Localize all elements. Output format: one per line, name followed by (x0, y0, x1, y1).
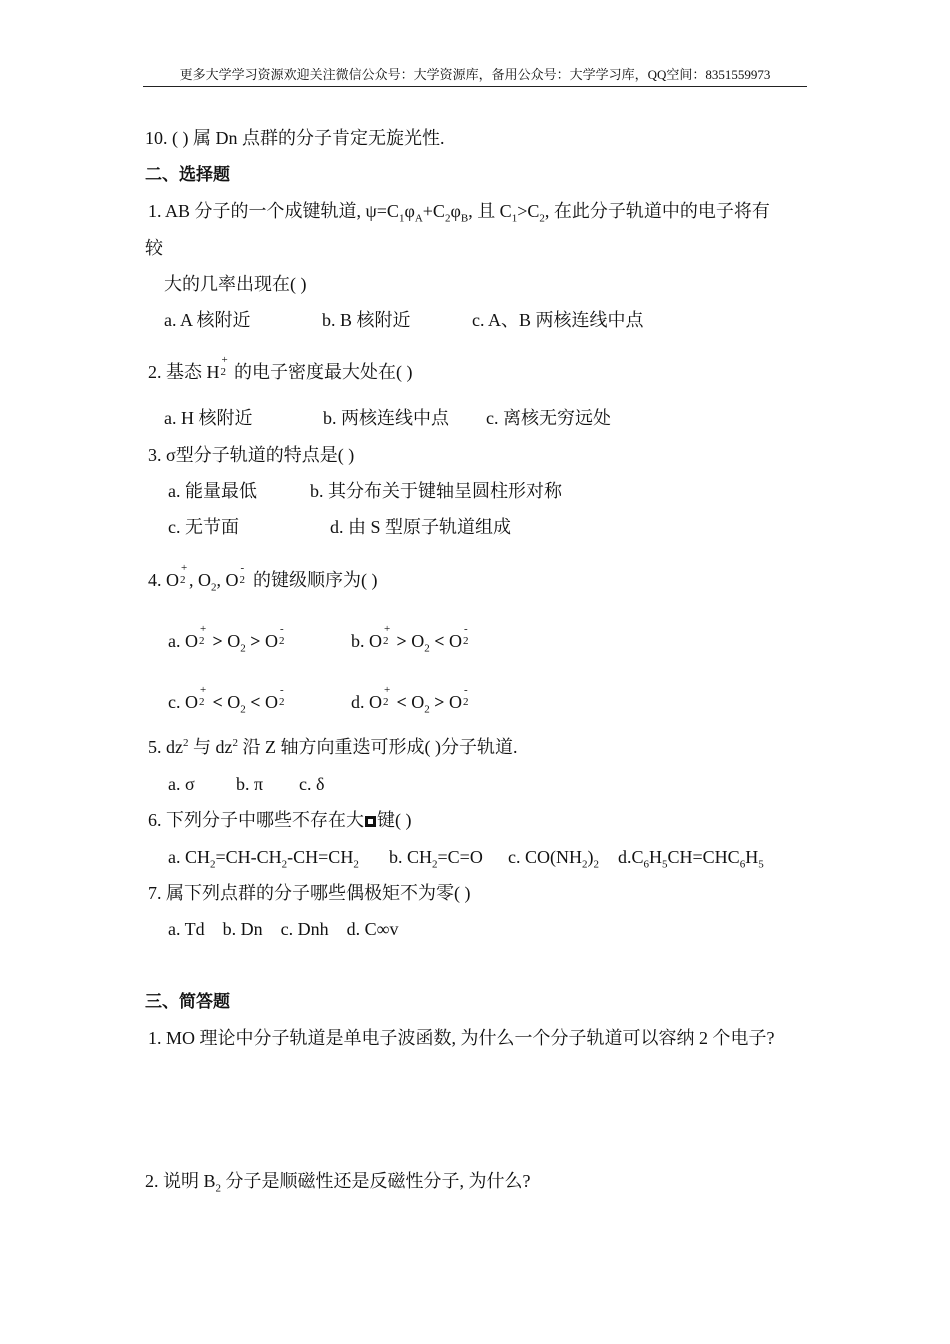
q4-option-a: a. O + 2 > $O_2 > O$ - 2 (168, 623, 285, 655)
q6-stem: 6. 下列分子中哪些不存在大 键( ) (148, 810, 412, 830)
q7-stem: 7. 属下列点群的分子哪些偶极矩不为零( ) (148, 883, 471, 903)
q1-option-a: a. A 核附近 (164, 310, 251, 330)
q3-stem: 3. σ型分子轨道的特点是( ) (148, 445, 355, 465)
q1-stem: 1. AB 分子的一个成键轨道, $\psi=C_1\varphi_A+C_2\varphi_B$, 且 $C_1>C_2$, 在此分子轨道中的电子将有 (148, 201, 770, 225)
q4-stem: 4. O + 2 , $O_2$, O - 2 的键级顺序为( ) (148, 562, 378, 594)
q6-option-d: $d.C_6H_5CH=CHC_6H_5$ (618, 847, 764, 871)
short-answer-1: 1. MO 理论中分子轨道是单电子波函数, 为什么一个分子轨道可以容纳 2 个电子? (148, 1028, 775, 1048)
q5-option-b: b. π (236, 774, 264, 794)
missing-glyph-box-icon (365, 816, 376, 827)
section-heading-choice: 二、选择题 (145, 165, 230, 185)
tf-question-10: 10. ( ) 属 Dn 点群的分子肯定无旋光性. (145, 128, 445, 148)
q5-option-a: a. σ (168, 774, 195, 794)
q6-option-b: b. $CH_2=C=O$ (389, 847, 483, 871)
q6-option-a: a. $CH_2=CH-CH_2-CH=CH_2$ (168, 847, 359, 871)
section-heading-short-answer: 三、简答题 (145, 992, 230, 1012)
q1-option-b: b. B 核附近 (322, 310, 411, 330)
q2-option-c: c. 离核无穷远处 (486, 408, 611, 428)
q3-option-b: b. 其分布关于键轴呈圆柱形对称 (310, 481, 562, 501)
q2-option-a: a. H 核附近 (164, 408, 253, 428)
q3-option-d: d. 由 S 型原子轨道组成 (330, 517, 512, 537)
q3-option-a: a. 能量最低 (168, 481, 257, 501)
q4-option-c: c. O + 2 < $O_2 < O$ - 2 (168, 684, 285, 716)
q1-stem-wrap: 较 (145, 238, 163, 258)
q7-options: a. Td b. Dn c. Dnh d. C∞v (168, 919, 399, 939)
q1-stem-line2: 大的几率出现在( ) (164, 274, 307, 294)
q5-option-c: c. δ (299, 774, 325, 794)
q5-stem: 5. $dz^2$ 与 $dz^2$ 沿 Z 轴方向重迭可形成( )分子轨道. (148, 737, 518, 757)
short-answer-2: 2. 说明 $B_2$ 分子是顺磁性还是反磁性分子, 为什么? (145, 1171, 531, 1195)
page-header: 更多大学学习资源欢迎关注微信公众号：大学资源库，备用公众号：大学学习库，QQ空间：8351559973 (143, 66, 807, 87)
q1-option-c: c. A、B 两核连线中点 (472, 310, 644, 330)
q4-option-b: b. O + 2 > $O_2 < O$ - 2 (351, 623, 469, 655)
q4-option-d: d. O + 2 < $O_2 > O$ - 2 (351, 684, 469, 716)
q3-option-c: c. 无节面 (168, 517, 239, 537)
q2-option-b: b. 两核连线中点 (323, 408, 449, 428)
q2-stem: 2. 基态 H + 2 的电子密度最大处在( ) (148, 354, 413, 382)
q6-option-c: c. $CO(NH_2)_2$ (508, 847, 599, 871)
